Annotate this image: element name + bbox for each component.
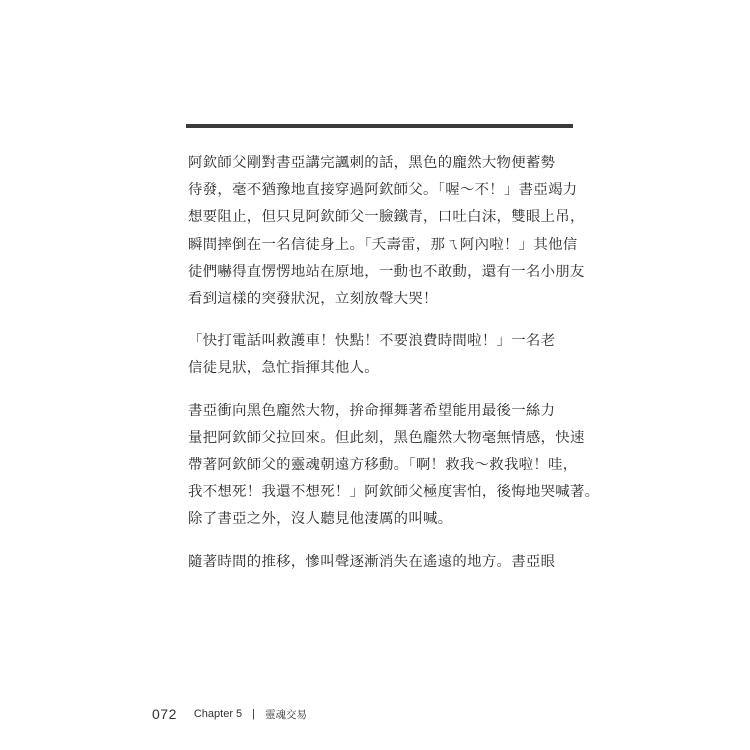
footer-separator: | — [252, 708, 256, 720]
text-line: 看到這樣的突發狀況，立刻放聲大哭！ — [188, 291, 438, 308]
text-line: 阿欽師父剛對書亞講完諷刺的話，黑色的龐然大物便蓄勢 — [188, 155, 556, 171]
text-line: 「快打電話叫救護車！快點！不要浪費時間啦！」一名老 — [188, 333, 556, 350]
paragraph-4 — [188, 549, 580, 576]
chapter-title: 靈魂交易 — [265, 708, 308, 721]
paragraph-1 — [188, 150, 585, 313]
text-line: 想要阻止，但只見阿欽師父一臉鐵青，口吐白沫，雙眼上吊， — [188, 209, 585, 226]
header-rule — [186, 124, 573, 128]
page-number: 072 — [152, 706, 177, 722]
text-line: 隨著時間的推移，慘叫聲逐漸消失在遙遠的地方。書亞眼 — [188, 553, 556, 570]
text-line: 信徒見狀，急忙指揮其他人。 — [188, 360, 379, 377]
paragraph-2 — [188, 328, 580, 382]
chapter-label: Chapter 5 — [193, 708, 243, 720]
text-line: 瞬間摔倒在一名信徒身上。「夭壽雷，那ㄟ阿內啦！」其他信 — [188, 236, 578, 253]
page-footer — [152, 706, 307, 722]
text-line: 待發，毫不猶豫地直接穿過阿欽師父。「喔～不！」書亞竭力 — [188, 182, 578, 199]
text-line: 除了書亞之外，沒人聽見他淒厲的叫喊。 — [188, 511, 453, 528]
paragraph-3 — [188, 398, 600, 534]
text-line: 帶著阿欽師父的靈魂朝遠方移動。「啊！救我～救我啦！哇， — [188, 457, 578, 474]
text-line: 徒們嚇得直愣愣地站在原地，一動也不敢動，還有一名小朋友 — [188, 263, 585, 280]
text-line: 量把阿欽師父拉回來。但此刻，黑色龐然大物毫無情感，快速 — [188, 429, 585, 446]
text-line: 書亞衝向黑色龐然大物，拚命揮舞著希望能用最後一絲力 — [188, 402, 556, 419]
text-line: 我不想死！我還不想死！」阿欽師父極度害怕，後悔地哭喊著。 — [188, 484, 600, 501]
body-text — [188, 150, 600, 591]
